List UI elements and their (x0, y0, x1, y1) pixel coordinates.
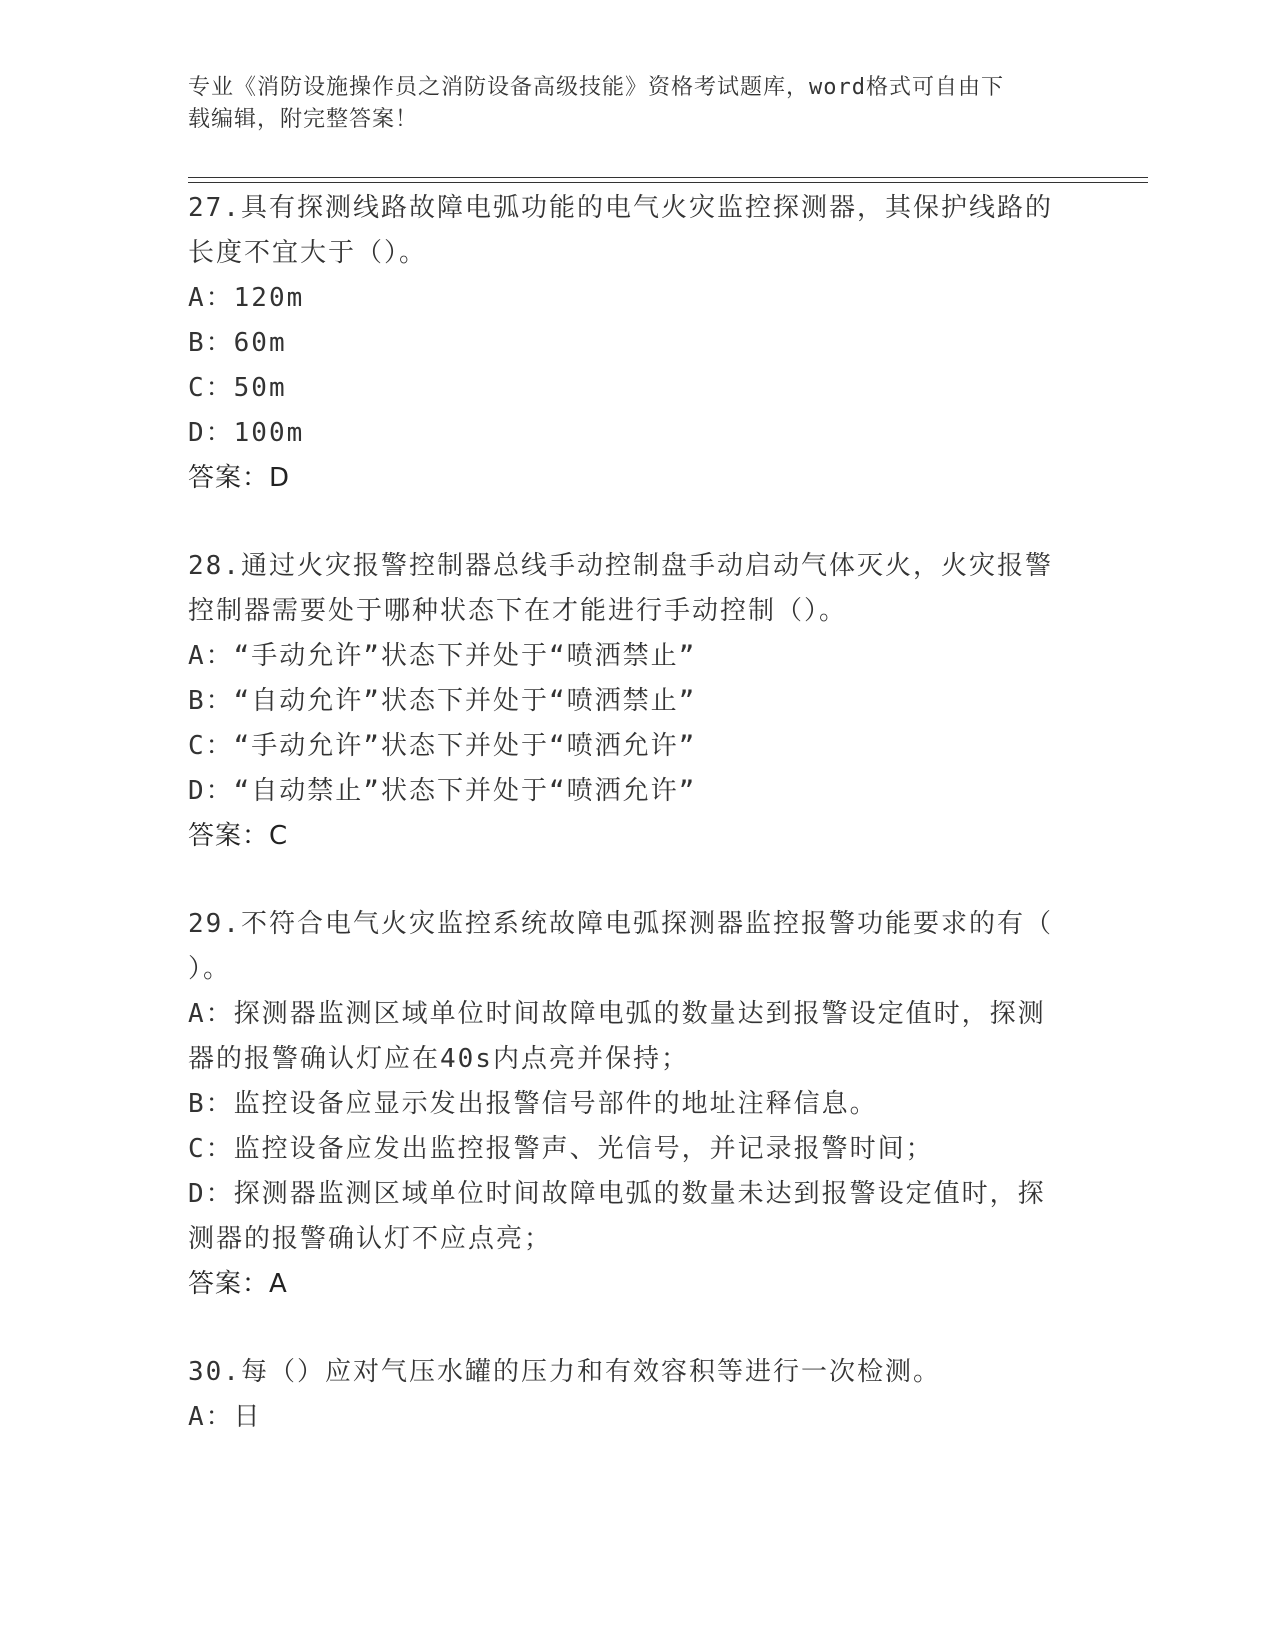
question-list (188, 186, 1088, 1483)
header-line-2: 载编辑，附完整答案！ (188, 107, 419, 132)
question-stem-line: 控制器需要处于哪种状态下在才能进行手动控制（）。 (188, 596, 848, 626)
question-29 (188, 902, 1088, 1307)
option-a: A：探测器监测区域单位时间故障电弧的数量达到报警设定值时，探测 (188, 999, 1046, 1029)
option-a: A：120m (188, 283, 305, 313)
header-divider-bottom (188, 182, 1148, 183)
header-line-1: 专业《消防设施操作员之消防设备高级技能》资格考试题库，word格式可自由下 (188, 75, 1004, 100)
option-b: B：60m (188, 328, 287, 358)
question-30 (188, 1350, 1088, 1440)
header-divider-top (188, 177, 1148, 178)
question-stem-line: ）。 (188, 954, 232, 984)
question-27 (188, 186, 1088, 501)
question-28 (188, 544, 1088, 859)
question-stem-line: 30.每（）应对气压水罐的压力和有效容积等进行一次检测。 (188, 1357, 941, 1387)
question-stem-line: 27.具有探测线路故障电弧功能的电气火灾监控探测器，其保护线路的 (188, 193, 1053, 223)
question-stem-line: 28.通过火灾报警控制器总线手动控制盘手动启动气体灭火，火灾报警 (188, 551, 1053, 581)
question-stem-line: 长度不宜大于（）。 (188, 238, 428, 268)
option-d: D：“自动禁止”状态下并处于“喷洒允许” (188, 776, 697, 806)
option-a: A：“手动允许”状态下并处于“喷洒禁止” (188, 641, 697, 671)
question-stem-line: 29.不符合电气火灾监控系统故障电弧探测器监控报警功能要求的有（ (188, 909, 1053, 939)
option-b: B：“自动允许”状态下并处于“喷洒禁止” (188, 686, 697, 716)
answer: 答案：D (188, 463, 291, 493)
document-header (188, 72, 1088, 136)
option-d: D：100m (188, 418, 305, 448)
answer: 答案：C (188, 821, 289, 851)
option-b: B：监控设备应显示发出报警信号部件的地址注释信息。 (188, 1089, 878, 1119)
option-a-continued: 器的报警确认灯应在40s内点亮并保持； (188, 1044, 689, 1074)
option-d: D：探测器监测区域单位时间故障电弧的数量未达到报警设定值时，探 (188, 1179, 1046, 1209)
option-d-continued: 测器的报警确认灯不应点亮； (188, 1224, 553, 1254)
option-c: C：50m (188, 373, 287, 403)
answer: 答案：A (188, 1269, 288, 1299)
option-c: C：“手动允许”状态下并处于“喷洒允许” (188, 731, 697, 761)
option-a: A：日 (188, 1402, 262, 1432)
option-c: C：监控设备应发出监控报警声、光信号，并记录报警时间； (188, 1134, 934, 1164)
